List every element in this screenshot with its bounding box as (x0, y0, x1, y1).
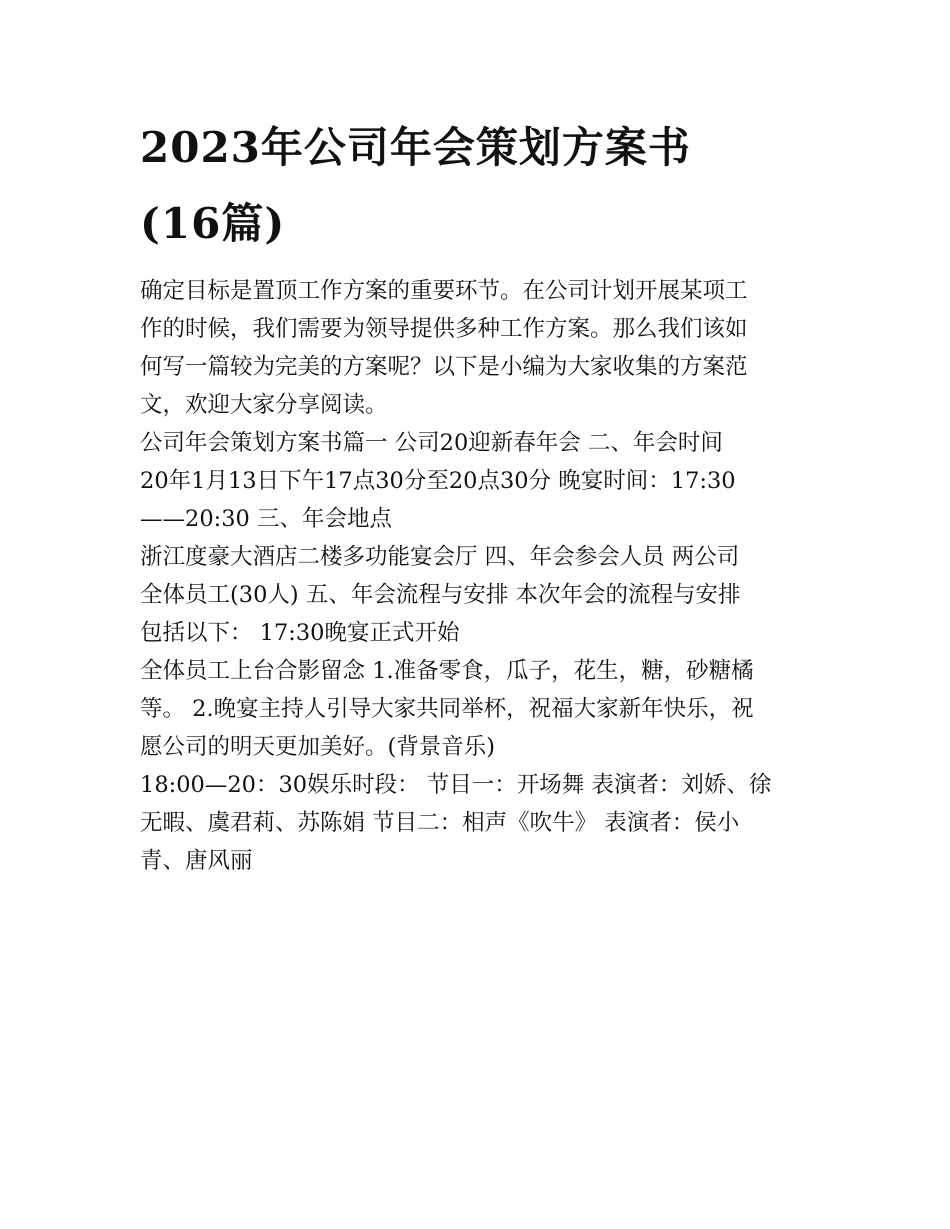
text-line: 作的时候，我们需要为领导提供多种工作方案。那么我们该如 (140, 316, 748, 342)
venue-paragraph (140, 538, 815, 652)
text-line: 20年1月13日下午17点30分至20点30分 晚宴时间：17:30 (140, 468, 736, 494)
text-line: 全体员工(30人) 五、年会流程与安排 本次年会的流程与安排 (140, 582, 741, 608)
entertainment-paragraph (140, 766, 815, 880)
text-line: 文，欢迎大家分享阅读。 (140, 392, 388, 418)
text-line: 等。 2.晚宴主持人引导大家共同举杯，祝福大家新年快乐，祝 (140, 696, 754, 722)
text-line: 浙江度豪大酒店二楼多功能宴会厅 四、年会参会人员 两公司 (140, 544, 740, 570)
text-line: 18:00—20：30娱乐时段： 节目一：开场舞 表演者：刘娇、徐 (140, 772, 772, 798)
schedule-paragraph (140, 424, 815, 538)
document-body (140, 272, 815, 880)
text-line: 何写一篇较为完美的方案呢？以下是小编为大家收集的方案范 (140, 354, 748, 380)
document-page (140, 110, 815, 880)
text-line: 愿公司的明天更加美好。(背景音乐) (140, 734, 496, 760)
text-line: 包括以下： 17:30晚宴正式开始 (140, 620, 460, 646)
photo-paragraph (140, 652, 815, 766)
text-line: 无暇、虞君莉、苏陈娟 节目二：相声《吹牛》 表演者：侯小 (140, 810, 740, 836)
text-line: 青、唐风丽 (140, 848, 253, 874)
text-line: ——20:30 三、年会地点 (140, 506, 392, 532)
text-line: 全体员工上台合影留念 1.准备零食，瓜子，花生，糖，砂糖橘 (140, 658, 754, 684)
text-line: 公司年会策划方案书篇一 公司20迎新春年会 二、年会时间 (140, 430, 723, 456)
text-line: 确定目标是置顶工作方案的重要环节。在公司计划开展某项工 (140, 278, 748, 304)
document-title (140, 110, 815, 262)
title-line: (16篇) (140, 199, 286, 248)
intro-paragraph (140, 272, 815, 424)
title-line: 2023年公司年会策划方案书 (140, 123, 691, 172)
